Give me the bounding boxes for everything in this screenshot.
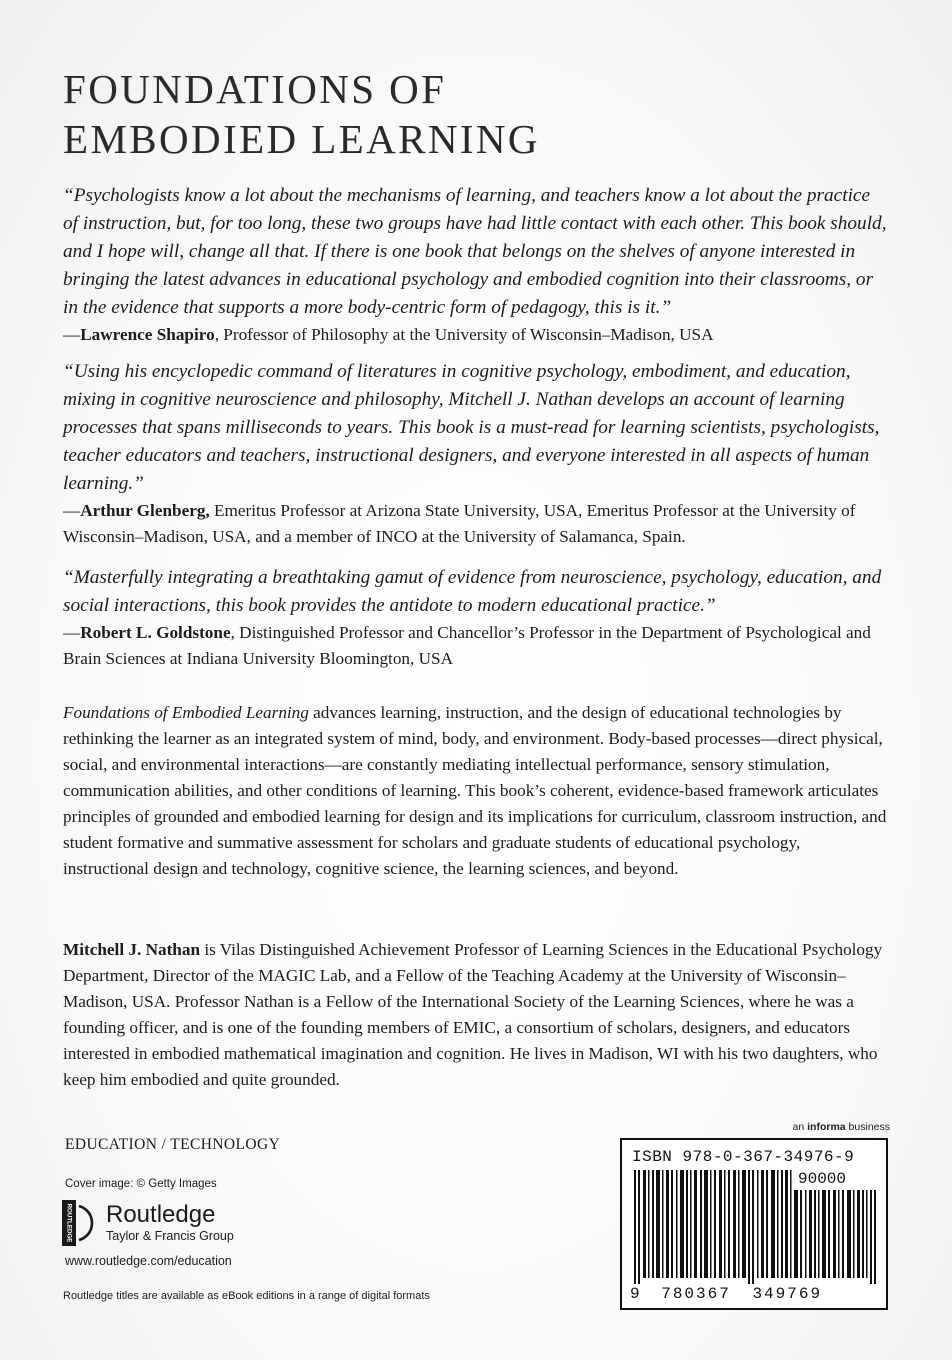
attribution-dash: — [63, 623, 81, 642]
endorsement-attribution [63, 322, 889, 348]
book-title-line-1: FOUNDATIONS OF [63, 66, 447, 112]
endorser-name: Robert L. Goldstone [80, 623, 231, 642]
author-name: Mitchell J. Nathan [63, 940, 201, 959]
endorser-affiliation: , Distinguished Professor and Chancellor’s Professor in the Department of Psychological and Brain Sciences at Indiana University Bloomington, USA [63, 623, 871, 668]
attribution-dash: — [63, 325, 81, 344]
publisher-logo [62, 1200, 234, 1246]
barcode-digits-right: 349769 [752, 1285, 823, 1303]
endorser-affiliation: Emeritus Professor at Arizona State University, USA, Emeritus Professor at the University of Wisconsin–Madison, USA, and a member of INCO at the University of Salamanca, Spain. [63, 501, 856, 546]
endorsement-1 [63, 182, 889, 348]
author-bio-text: is Vilas Distinguished Achievement Professor of Learning Sciences in the Educational Psychology Department, Director of the MAGIC Lab, and a Fellow of the Teaching Academy at the University of Wisconsin–Madison, USA. Professor Nathan is a Fellow of the International Society of the Learning Sciences, where he was a founding officer, and is one of the founding members of EMIC, a consortium of scholars, designers, and educators interested in embodied mathematical imagination and cognition. He lives in Madison, WI with his two daughters, who keep him embodied and quite grounded. [63, 940, 883, 1089]
informa-tagline [793, 1121, 890, 1133]
publisher-website: www.routledge.com/education [65, 1254, 232, 1268]
isbn-barcode [620, 1138, 888, 1310]
endorser-name: Lawrence Shapiro [80, 325, 215, 344]
informa-suffix: business [845, 1121, 890, 1133]
endorsement-3 [63, 564, 889, 672]
description-book-title: Foundations of Embodied Learning [63, 703, 309, 722]
informa-prefix: an [792, 1121, 808, 1133]
logo-mark-text: ROUTLEDGE [65, 1203, 73, 1243]
attribution-dash: — [63, 501, 81, 520]
book-title-line-2: EMBODIED LEARNING [63, 116, 540, 162]
publisher-name: Routledge [106, 1201, 216, 1228]
publisher-group: Taylor & Francis Group [106, 1229, 234, 1243]
isbn-text: ISBN 978-0-367-34976-9 [632, 1148, 855, 1166]
description-text: advances learning, instruction, and the design of educational technologies by rethinking the learner as an integrated system of mind, body, and environment. Body-based processes—direct physical, social, and environmental interactions—are constantly mediating intellectual performance, sensory stimulation, communication abilities, and other conditions of learning. This book’s coherent, evidence-based framework articulates principles of grounded and embodied learning for design and its implications for curriculum, classroom instruction, and student formative and summative assessment for scholars and graduate students of educational psychology, instructional design and technology, cognitive science, the learning sciences, and beyond. [63, 703, 887, 878]
book-title [63, 64, 823, 164]
endorsement-quote: “Using his encyclopedic command of literatures in cognitive psychology, embodiment, and education, mixing in cognitive neuroscience and philosophy, Mitchell J. Nathan develops an account of learning processes that spans milliseconds to years. This book is a must-read for learning scientists, psychologists, teacher educators and teachers, instructional designers, and everyone interested in all aspects of human learning.” [63, 361, 880, 494]
endorsement-attribution [63, 620, 889, 672]
cover-credit: Cover image: © Getty Images [65, 1178, 217, 1190]
barcode-digit-first: 9 [630, 1285, 640, 1303]
endorser-name: Arthur Glenberg, [80, 501, 210, 520]
subject-category: EDUCATION / TECHNOLOGY [65, 1136, 281, 1153]
endorsement-quote: “Masterfully integrating a breathtaking gamut of evidence from neuroscience, psychology, education, and social interactions, this book provides the antidote to modern educational practice.” [63, 567, 882, 616]
ebook-note: Routledge titles are available as eBook editions in a range of digital formats [63, 1290, 430, 1302]
endorsement-attribution [63, 498, 889, 550]
routledge-logo-icon [62, 1200, 96, 1246]
barcode-digits [630, 1285, 822, 1303]
endorsement-quote: “Psychologists know a lot about the mechanisms of learning, and teachers know a lot about the practice of instruction, but, for too long, these two groups have had little contact with each other. This book should, and I hope will, change all that. If there is one book that belongs on the shelves of anyone interested in bringing the latest advances in educational psychology and embodied cognition into their classrooms, or in the evidence that supports a more body-centric form of pedagogy, this is it.” [63, 185, 887, 318]
publisher-name-block [106, 1202, 234, 1244]
informa-brand: informa [807, 1121, 846, 1133]
author-bio [63, 937, 889, 1093]
price-code: 90000 [798, 1170, 847, 1188]
endorsement-2 [63, 358, 889, 550]
book-description [63, 700, 889, 882]
barcode-digits-left: 780367 [661, 1285, 731, 1303]
endorser-affiliation: , Professor of Philosophy at the University of Wisconsin–Madison, USA [214, 325, 714, 344]
